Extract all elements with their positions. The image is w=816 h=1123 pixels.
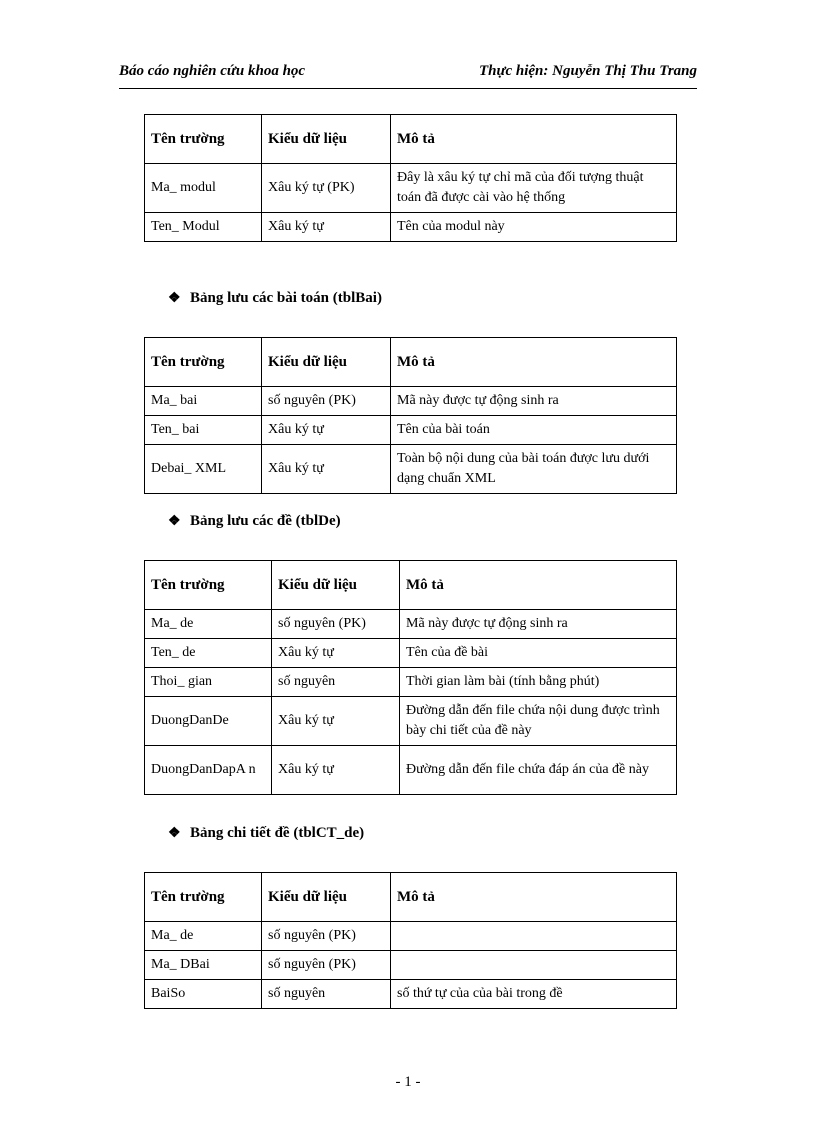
cell-type: số nguyên (PK) <box>262 387 391 416</box>
column-header-type: Kiểu dữ liệu <box>262 338 391 387</box>
table-tblde <box>144 560 677 795</box>
cell-type: Xâu ký tự <box>262 213 391 242</box>
table-row <box>145 416 677 445</box>
table-header-row <box>145 115 677 164</box>
column-header-desc: Mô tả <box>400 561 677 610</box>
table-tblbai <box>144 337 677 494</box>
diamond-bullet-icon: ❖ <box>168 826 181 841</box>
cell-desc <box>391 922 677 951</box>
cell-type: Xâu ký tự <box>272 639 400 668</box>
table-row <box>145 445 677 494</box>
column-header-desc: Mô tả <box>391 115 677 164</box>
cell-field: DuongDanDapA n <box>145 746 272 795</box>
column-header-field: Tên trường <box>145 115 262 164</box>
column-header-desc: Mô tả <box>391 338 677 387</box>
table-row <box>145 164 677 213</box>
table-modul <box>144 114 677 242</box>
cell-field: Ma_ modul <box>145 164 262 213</box>
table-row <box>145 387 677 416</box>
cell-desc: Đường dẫn đến file chứa nội dung được trình bày chi tiết của đề này <box>400 697 677 746</box>
cell-type: số nguyên <box>262 980 391 1009</box>
cell-field: Ten_ bai <box>145 416 262 445</box>
table-row <box>145 922 677 951</box>
section-title: Bảng lưu các bài toán (tblBai) <box>190 290 382 306</box>
header-report-title: Báo cáo nghiên cứu khoa học <box>119 63 306 79</box>
section-title: Bảng chi tiết đề (tblCT_de) <box>190 825 365 841</box>
table-row <box>145 951 677 980</box>
cell-field: Ma_ DBai <box>145 951 262 980</box>
cell-field: Debai_ XML <box>145 445 262 494</box>
cell-type: Xâu ký tự <box>272 697 400 746</box>
column-header-field: Tên trường <box>145 561 272 610</box>
cell-desc: Tên của modul này <box>391 213 677 242</box>
cell-type: số nguyên (PK) <box>262 951 391 980</box>
cell-type: Xâu ký tự <box>272 746 400 795</box>
cell-field: BaiSo <box>145 980 262 1009</box>
column-header-field: Tên trường <box>145 873 262 922</box>
table-row <box>145 697 677 746</box>
cell-desc <box>391 951 677 980</box>
cell-field: DuongDanDe <box>145 697 272 746</box>
cell-desc: số thứ tự của của bài trong đề <box>391 980 677 1009</box>
cell-desc: Đường dẫn đến file chứa đáp án của đề này <box>400 746 677 795</box>
table-row <box>145 610 677 639</box>
diamond-bullet-icon: ❖ <box>168 291 181 306</box>
section-heading-tblbai <box>168 290 382 307</box>
cell-field: Ten_ de <box>145 639 272 668</box>
column-header-desc: Mô tả <box>391 873 677 922</box>
diamond-bullet-icon: ❖ <box>168 514 181 529</box>
cell-type: Xâu ký tự <box>262 445 391 494</box>
column-header-field: Tên trường <box>145 338 262 387</box>
cell-type: Xâu ký tự <box>262 416 391 445</box>
cell-desc: Tên của bài toán <box>391 416 677 445</box>
table-header-row <box>145 873 677 922</box>
table-row <box>145 746 677 795</box>
table-row <box>145 213 677 242</box>
page-number: - 1 - <box>395 1074 421 1090</box>
cell-desc: Đây là xâu ký tự chỉ mã của đối tượng thuật toán đã được cài vào hệ thống <box>391 164 677 213</box>
column-header-type: Kiểu dữ liệu <box>262 115 391 164</box>
column-header-type: Kiểu dữ liệu <box>272 561 400 610</box>
cell-desc: Toàn bộ nội dung của bài toán được lưu dưới dạng chuẩn XML <box>391 445 677 494</box>
cell-type: số nguyên (PK) <box>272 610 400 639</box>
table-row <box>145 980 677 1009</box>
header-author: Thực hiện: Nguyễn Thị Thu Trang <box>478 63 697 79</box>
cell-desc: Mã này được tự động sinh ra <box>400 610 677 639</box>
cell-field: Ten_ Modul <box>145 213 262 242</box>
table-header-row <box>145 338 677 387</box>
table-header-row <box>145 561 677 610</box>
cell-field: Ma_ bai <box>145 387 262 416</box>
table-row <box>145 668 677 697</box>
cell-field: Ma_ de <box>145 610 272 639</box>
cell-type: Xâu ký tự (PK) <box>262 164 391 213</box>
section-heading-tblct-de <box>168 825 364 842</box>
cell-field: Thoi_ gian <box>145 668 272 697</box>
page-header <box>119 60 697 89</box>
cell-type: số nguyên <box>272 668 400 697</box>
table-row <box>145 639 677 668</box>
cell-desc: Tên của đề bài <box>400 639 677 668</box>
cell-field: Ma_ de <box>145 922 262 951</box>
cell-desc: Thời gian làm bài (tính bằng phút) <box>400 668 677 697</box>
cell-desc: Mã này được tự động sinh ra <box>391 387 677 416</box>
column-header-type: Kiểu dữ liệu <box>262 873 391 922</box>
table-tblct-de <box>144 872 677 1009</box>
section-heading-tblde <box>168 513 341 530</box>
cell-type: số nguyên (PK) <box>262 922 391 951</box>
section-title: Bảng lưu các đề (tblDe) <box>190 513 341 529</box>
